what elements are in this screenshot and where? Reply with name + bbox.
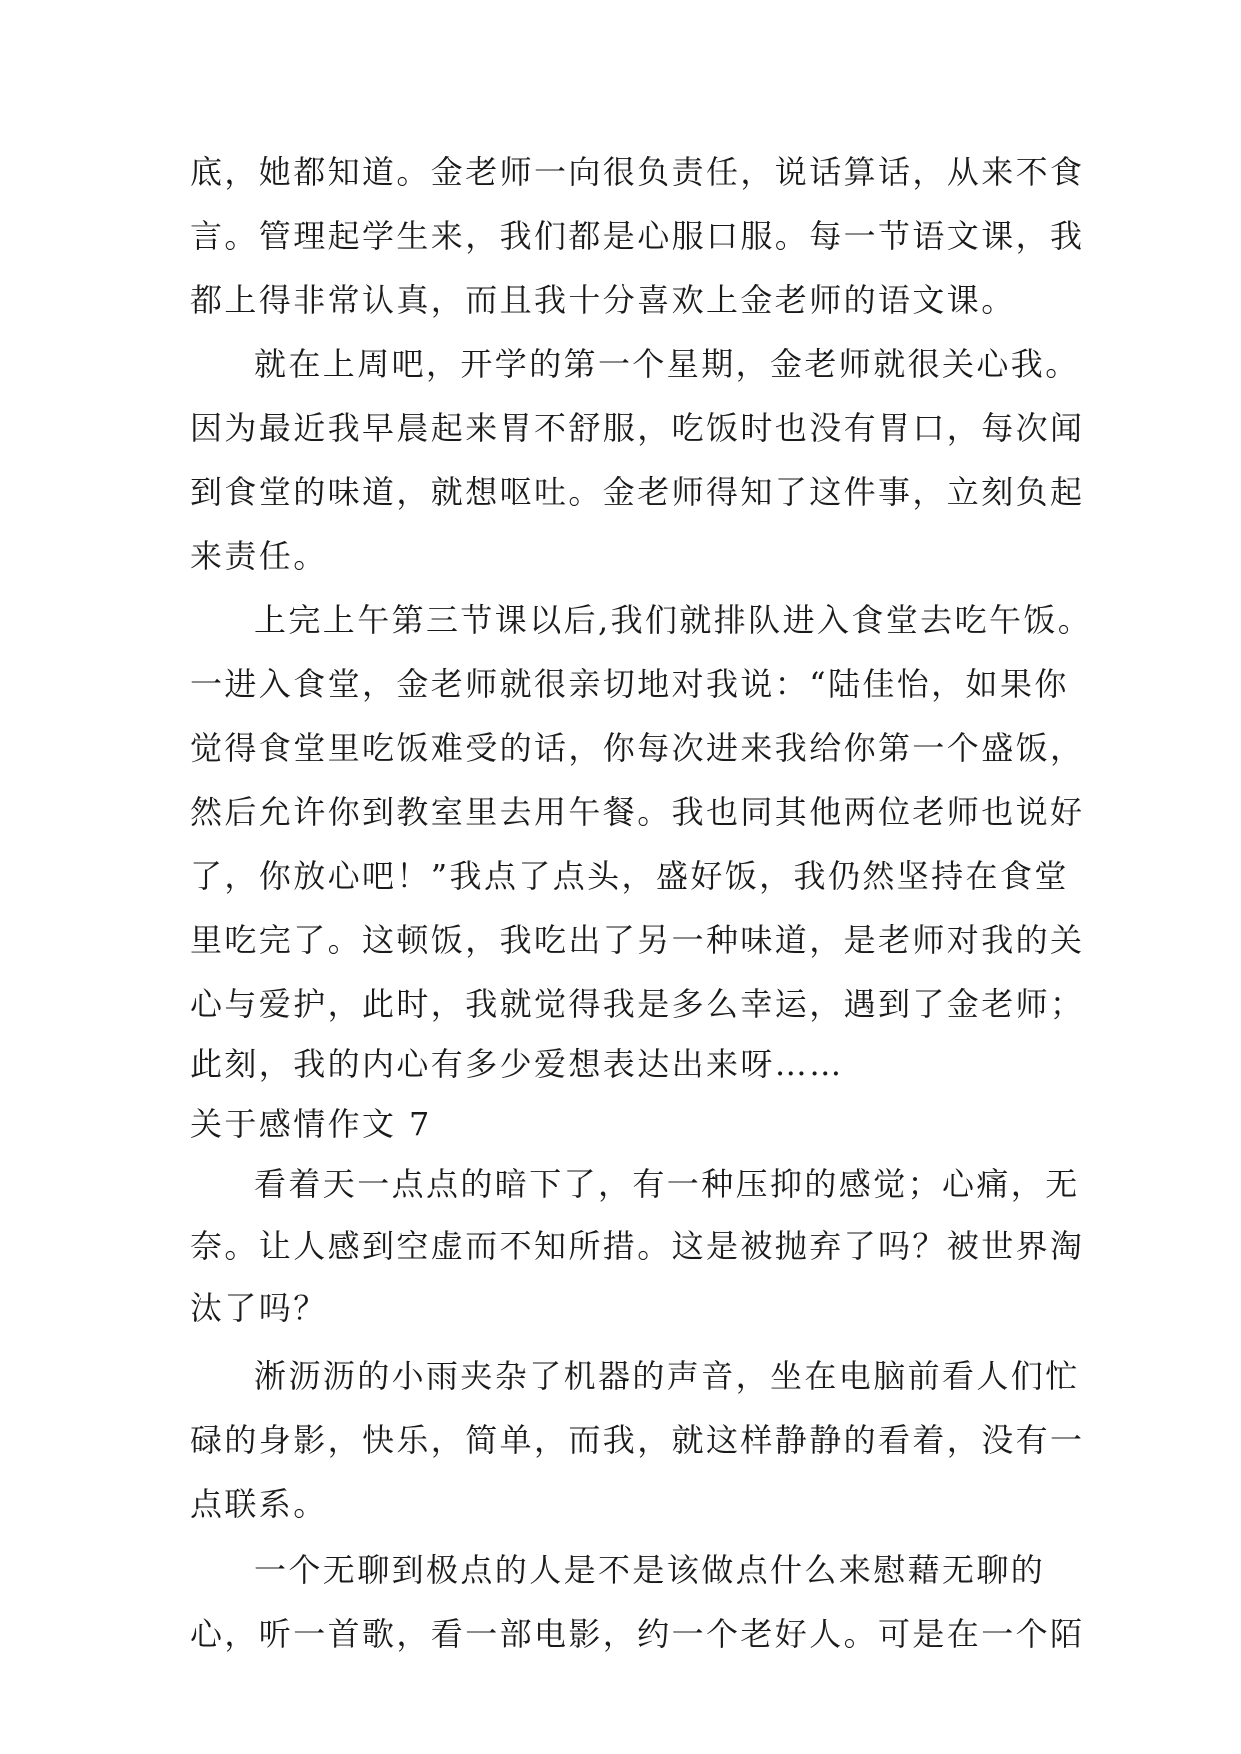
text-line: 觉得食堂里吃饭难受的话，你每次进来我给你第一个盛饭， bbox=[190, 729, 1085, 767]
paragraph-first-line: 就在上周吧，开学的第一个星期，金老师就很关心我。 bbox=[254, 345, 1080, 383]
text-line: 一进入食堂，金老师就很亲切地对我说：“陆佳怡，如果你 bbox=[190, 665, 1069, 703]
paragraph-first-line: 一个无聊到极点的人是不是该做点什么来慰藉无聊的 bbox=[254, 1551, 1046, 1589]
text-line: 碌的身影，快乐，简单，而我，就这样静静的看着，没有一 bbox=[190, 1421, 1085, 1459]
paragraph-first-line: 看着天一点点的暗下了，有一种压抑的感觉；心痛，无 bbox=[254, 1165, 1080, 1203]
section-heading: 关于感情作文 7 bbox=[190, 1105, 432, 1143]
text-line: 来责任。 bbox=[190, 537, 328, 575]
text-line: 心，听一首歌，看一部电影，约一个老好人。可是在一个陌 bbox=[190, 1615, 1085, 1653]
text-line: 里吃完了。这顿饭，我吃出了另一种味道，是老师对我的关 bbox=[190, 921, 1085, 959]
paragraph-first-line: 淅沥沥的小雨夹杂了机器的声音，坐在电脑前看人们忙 bbox=[254, 1357, 1080, 1395]
text-line: 到食堂的味道，就想呕吐。金老师得知了这件事，立刻负起 bbox=[190, 473, 1085, 511]
text-line: 都上得非常认真，而且我十分喜欢上金老师的语文课。 bbox=[190, 281, 1016, 319]
text-line: 此刻，我的内心有多少爱想表达出来呀…… bbox=[190, 1045, 844, 1083]
text-line: 底，她都知道。金老师一向很负责任，说话算话，从来不食 bbox=[190, 153, 1085, 191]
text-line: 了，你放心吧！”我点了点头，盛好饭，我仍然坚持在食堂 bbox=[190, 857, 1069, 895]
text-line: 言。管理起学生来，我们都是心服口服。每一节语文课，我 bbox=[190, 217, 1085, 255]
text-line: 汰了吗？ bbox=[190, 1289, 328, 1327]
text-line: 然后允许你到教室里去用午餐。我也同其他两位老师也说好 bbox=[190, 793, 1085, 831]
text-line: 奈。让人感到空虚而不知所措。这是被抛弃了吗？被世界淘 bbox=[190, 1227, 1085, 1265]
text-line: 心与爱护，此时，我就觉得我是多么幸运，遇到了金老师； bbox=[190, 985, 1085, 1023]
text-line: 点联系。 bbox=[190, 1485, 328, 1523]
paragraph-first-line: 上完上午第三节课以后,我们就排队进入食堂去吃午饭。 bbox=[254, 601, 1093, 639]
text-line: 因为最近我早晨起来胃不舒服，吃饭时也没有胃口，每次闻 bbox=[190, 409, 1085, 447]
